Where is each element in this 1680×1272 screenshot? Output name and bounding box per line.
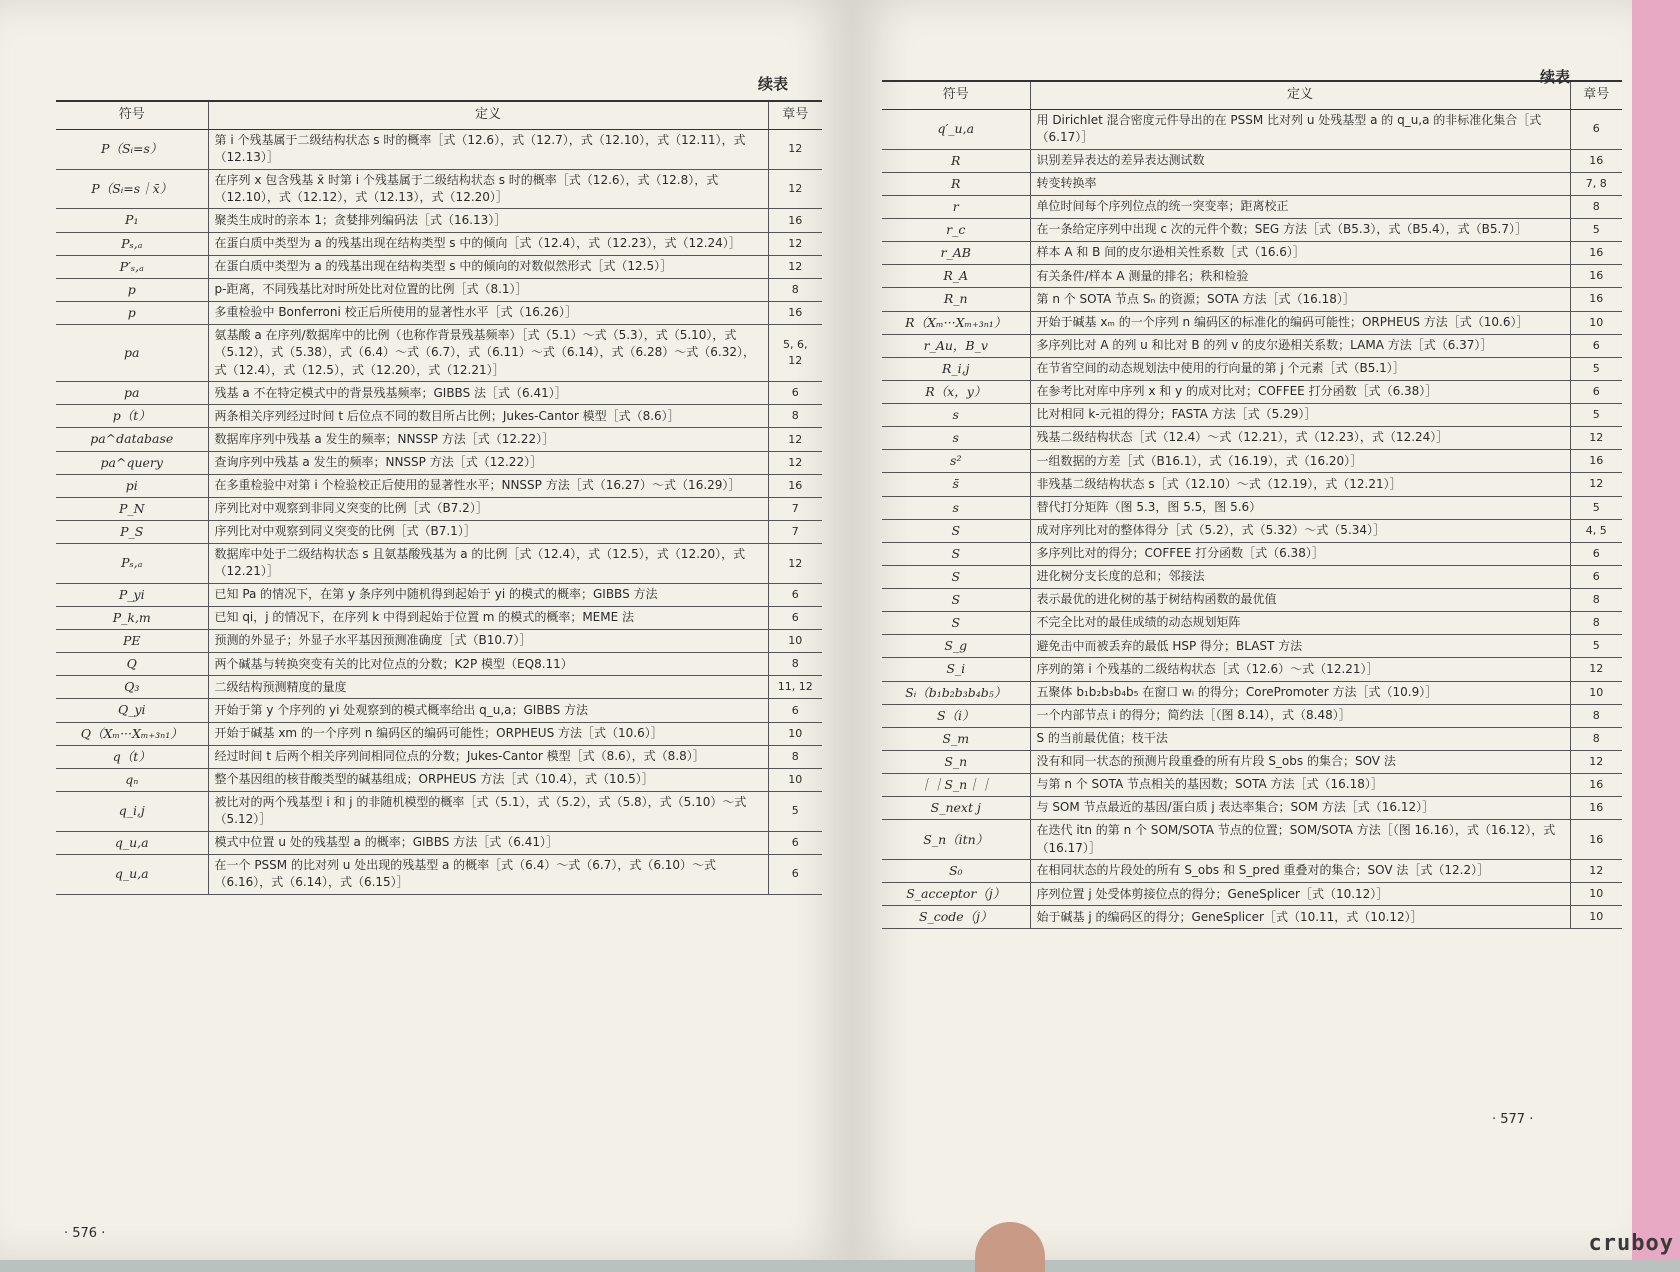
table-row bbox=[882, 172, 1622, 195]
table-row bbox=[56, 544, 822, 584]
row-chapter: 6 bbox=[768, 699, 822, 722]
table-row bbox=[882, 774, 1622, 797]
row-chapter: 6 bbox=[768, 606, 822, 629]
row-chapter: 16 bbox=[1570, 774, 1622, 797]
row-chapter: 5 bbox=[1570, 496, 1622, 519]
table-row bbox=[882, 496, 1622, 519]
row-symbol: P_S bbox=[56, 520, 208, 543]
table-row bbox=[882, 149, 1622, 172]
row-symbol: S_n（itn） bbox=[882, 820, 1030, 860]
row-definition: 单位时间每个序列位点的统一突变率；距离校正 bbox=[1030, 195, 1570, 218]
row-definition: 经过时间 t 后两个相关序列间相同位点的分数；Jukes-Cantor 模型［式（8.6），式（8.8）］ bbox=[208, 745, 768, 768]
table-row bbox=[882, 219, 1622, 242]
row-definition: 二级结构预测精度的量度 bbox=[208, 676, 768, 699]
table-row bbox=[56, 854, 822, 894]
row-symbol: Pₛ,ₐ bbox=[56, 544, 208, 584]
row-chapter: 6 bbox=[1570, 109, 1622, 149]
row-symbol: p bbox=[56, 301, 208, 324]
row-definition: 数据库中处于二级结构状态 s 且氨基酸残基为 a 的比例［式（12.4），式（12.5），式（12.20），式（12.21）］ bbox=[208, 544, 768, 584]
header-chapter: 章号 bbox=[1570, 81, 1622, 109]
row-definition: 第 i 个残基属于二级结构状态 s 时的概率［式（12.6），式（12.7），式（12.10），式（12.11），式（12.13）］ bbox=[208, 129, 768, 169]
table-row bbox=[882, 519, 1622, 542]
row-symbol: s² bbox=[882, 450, 1030, 473]
row-chapter: 8 bbox=[1570, 612, 1622, 635]
row-definition: 转变转换率 bbox=[1030, 172, 1570, 195]
row-symbol: Q（Xₘ···Xₘ₊₃ₙ₁） bbox=[56, 722, 208, 745]
row-definition: 整个基因组的核苷酸类型的碱基组成；ORPHEUS 方法［式（10.4），式（10.5）］ bbox=[208, 768, 768, 791]
row-chapter: 16 bbox=[768, 209, 822, 232]
background-fabric bbox=[1632, 0, 1680, 1260]
table-row bbox=[882, 427, 1622, 450]
row-symbol: R_n bbox=[882, 288, 1030, 311]
table-row bbox=[882, 860, 1622, 883]
row-symbol: P_yi bbox=[56, 583, 208, 606]
row-definition: 残基 a 不在特定模式中的背景残基频率；GIBBS 法［式（6.41）］ bbox=[208, 382, 768, 405]
right-page bbox=[852, 0, 1632, 1260]
row-chapter: 12 bbox=[768, 232, 822, 255]
table-row bbox=[882, 334, 1622, 357]
row-chapter: 16 bbox=[768, 474, 822, 497]
row-definition: 一个内部节点 i 的得分；简约法［（图 8.14），式（8.48）］ bbox=[1030, 704, 1570, 727]
row-chapter: 5 bbox=[1570, 219, 1622, 242]
row-definition: 没有和同一状态的预测片段重叠的所有片段 S_obs 的集合；SOV 法 bbox=[1030, 750, 1570, 773]
row-symbol: r_c bbox=[882, 219, 1030, 242]
table-row bbox=[882, 906, 1622, 929]
row-chapter: 12 bbox=[1570, 860, 1622, 883]
row-symbol: r_AB bbox=[882, 242, 1030, 265]
row-symbol: r_Au，B_v bbox=[882, 334, 1030, 357]
row-definition: 多序列比对 A 的列 u 和比对 B 的列 v 的皮尔逊相关系数；LAMA 方法［式（6.37）］ bbox=[1030, 334, 1570, 357]
row-definition: 聚类生成时的亲本 1；贪婪排列编码法［式（16.13）］ bbox=[208, 209, 768, 232]
row-chapter: 10 bbox=[768, 722, 822, 745]
row-chapter: 10 bbox=[1570, 311, 1622, 334]
row-chapter: 6 bbox=[1570, 542, 1622, 565]
header-chapter: 章号 bbox=[768, 101, 822, 129]
row-symbol: pi bbox=[56, 474, 208, 497]
table-row bbox=[882, 473, 1622, 496]
row-definition: 开始于第 y 个序列的 yi 处观察到的模式概率给出 q_u,a；GIBBS 方法 bbox=[208, 699, 768, 722]
row-symbol: s bbox=[882, 404, 1030, 427]
watermark: cruboy bbox=[1588, 1231, 1674, 1256]
row-symbol: pa^query bbox=[56, 451, 208, 474]
row-definition: 与 SOM 节点最近的基因/蛋白质 j 表达率集合；SOM 方法［式（16.12）］ bbox=[1030, 797, 1570, 820]
row-chapter: 12 bbox=[768, 544, 822, 584]
row-definition: 避免击中而被丢弃的最低 HSP 得分；BLAST 方法 bbox=[1030, 635, 1570, 658]
table-row bbox=[882, 357, 1622, 380]
table-row bbox=[56, 745, 822, 768]
row-chapter: 10 bbox=[1570, 681, 1622, 704]
row-definition: 已知 Pa 的情况下，在第 y 条序列中随机得到起始于 yi 的模式的概率；GIBBS 方法 bbox=[208, 583, 768, 606]
page-number: · 577 · bbox=[1492, 1112, 1534, 1127]
row-symbol: R_i,j bbox=[882, 357, 1030, 380]
row-chapter: 16 bbox=[1570, 797, 1622, 820]
row-definition: 已知 qi，j 的情况下，在序列 k 中得到起始于位置 m 的模式的概率；MEME 法 bbox=[208, 606, 768, 629]
row-definition: 替代打分矩阵（图 5.3，图 5.5，图 5.6） bbox=[1030, 496, 1570, 519]
row-chapter: 5 bbox=[1570, 357, 1622, 380]
row-chapter: 12 bbox=[768, 129, 822, 169]
row-symbol: R（Xₘ···Xₘ₊₃ₙ₁） bbox=[882, 311, 1030, 334]
table-row bbox=[56, 428, 822, 451]
row-symbol: S bbox=[882, 519, 1030, 542]
row-definition: 多重检验中 Bonferroni 校正后所使用的显著性水平［式（16.26）］ bbox=[208, 301, 768, 324]
row-definition: p-距离，不同残基比对时所处比对位置的比例［式（8.1）］ bbox=[208, 278, 768, 301]
row-symbol: S bbox=[882, 542, 1030, 565]
row-symbol: Pₛ,ₐ bbox=[56, 232, 208, 255]
row-chapter: 7, 8 bbox=[1570, 172, 1622, 195]
row-symbol: s bbox=[882, 496, 1030, 519]
row-symbol: R_A bbox=[882, 265, 1030, 288]
table-row bbox=[882, 288, 1622, 311]
row-symbol: S_code（j） bbox=[882, 906, 1030, 929]
row-symbol: S_n bbox=[882, 750, 1030, 773]
table-row bbox=[56, 520, 822, 543]
table-row bbox=[882, 727, 1622, 750]
row-symbol: P（Sᵢ=s｜x̄） bbox=[56, 169, 208, 209]
row-definition: 在节省空间的动态规划法中使用的行向量的第 j 个元素［式（B5.1）］ bbox=[1030, 357, 1570, 380]
row-chapter: 6 bbox=[1570, 334, 1622, 357]
table-row bbox=[882, 265, 1622, 288]
row-chapter: 12 bbox=[768, 169, 822, 209]
table-row bbox=[56, 768, 822, 791]
table-row bbox=[56, 405, 822, 428]
row-definition: 在蛋白质中类型为 a 的残基出现在结构类型 s 中的倾向的对数似然形式［式（12.5）］ bbox=[208, 255, 768, 278]
row-symbol: S₀ bbox=[882, 860, 1030, 883]
row-chapter: 6 bbox=[1570, 380, 1622, 403]
row-chapter: 8 bbox=[1570, 589, 1622, 612]
row-chapter: 5 bbox=[1570, 404, 1622, 427]
row-symbol: PE bbox=[56, 630, 208, 653]
symbol-table-left bbox=[56, 100, 822, 895]
row-definition: 在迭代 itn 的第 n 个 SOM/SOTA 节点的位置；SOM/SOTA 方法［（图 16.16），式（16.12），式（16.17）］ bbox=[1030, 820, 1570, 860]
table-row bbox=[882, 750, 1622, 773]
table-row bbox=[882, 797, 1622, 820]
row-symbol: q_i,j bbox=[56, 791, 208, 831]
row-chapter: 10 bbox=[1570, 906, 1622, 929]
row-symbol: R bbox=[882, 149, 1030, 172]
table-row bbox=[882, 704, 1622, 727]
row-chapter: 5 bbox=[768, 791, 822, 831]
row-definition: 数据库序列中残基 a 发生的频率；NNSSP 方法［式（12.22）］ bbox=[208, 428, 768, 451]
page-number: · 576 · bbox=[64, 1226, 106, 1241]
table-row bbox=[56, 169, 822, 209]
row-definition: 第 n 个 SOTA 节点 Sₙ 的资源；SOTA 方法［式（16.18）］ bbox=[1030, 288, 1570, 311]
row-symbol: S_i bbox=[882, 658, 1030, 681]
table-row bbox=[56, 831, 822, 854]
row-symbol: q′_u,a bbox=[882, 109, 1030, 149]
row-symbol: ｜｜S_n｜｜ bbox=[882, 774, 1030, 797]
row-symbol: S（i） bbox=[882, 704, 1030, 727]
row-symbol: S bbox=[882, 565, 1030, 588]
row-chapter: 16 bbox=[1570, 242, 1622, 265]
row-chapter: 16 bbox=[1570, 149, 1622, 172]
row-symbol: P′ₛ,ₐ bbox=[56, 255, 208, 278]
row-definition: 五聚体 b₁b₂b₃b₄b₅ 在窗口 wᵢ 的得分；CorePromoter 方法［式（10.9）］ bbox=[1030, 681, 1570, 704]
header-definition: 定义 bbox=[208, 101, 768, 129]
row-chapter: 6 bbox=[768, 831, 822, 854]
table-row bbox=[56, 325, 822, 382]
row-symbol: Q₃ bbox=[56, 676, 208, 699]
row-chapter: 7 bbox=[768, 497, 822, 520]
row-definition: S 的当前最优值；枝干法 bbox=[1030, 727, 1570, 750]
row-definition: 识别差异表达的差异表达测试数 bbox=[1030, 149, 1570, 172]
row-definition: 在蛋白质中类型为 a 的残基出现在结构类型 s 中的倾向［式（12.4），式（12.23），式（12.24）］ bbox=[208, 232, 768, 255]
row-chapter: 7 bbox=[768, 520, 822, 543]
row-chapter: 8 bbox=[1570, 704, 1622, 727]
row-definition: 进化树分支长度的总和；邻接法 bbox=[1030, 565, 1570, 588]
row-chapter: 6 bbox=[1570, 565, 1622, 588]
continued-label: 续表 bbox=[1540, 68, 1571, 86]
table-row bbox=[882, 404, 1622, 427]
row-definition: 两条相关序列经过时间 t 后位点不同的数目所占比例；Jukes-Cantor 模型［式（8.6）］ bbox=[208, 405, 768, 428]
row-definition: 不完全比对的最佳成绩的动态规划矩阵 bbox=[1030, 612, 1570, 635]
row-definition: 一组数据的方差［式（B16.1），式（16.19），式（16.20）］ bbox=[1030, 450, 1570, 473]
row-definition: 残基二级结构状态［式（12.4）～式（12.21），式（12.23），式（12.24）］ bbox=[1030, 427, 1570, 450]
row-definition: 在多重检验中对第 i 个检验校正后使用的显著性水平；NNSSP 方法［式（16.27）～式（16.29）］ bbox=[208, 474, 768, 497]
table-row bbox=[56, 583, 822, 606]
row-definition: 用 Dirichlet 混合密度元件导出的在 PSSM 比对列 u 处残基型 a 的 q_u,a 的非标准化集合［式（6.17）］ bbox=[1030, 109, 1570, 149]
row-chapter: 8 bbox=[768, 278, 822, 301]
row-symbol: pa bbox=[56, 382, 208, 405]
row-symbol: P₁ bbox=[56, 209, 208, 232]
row-symbol: s bbox=[882, 427, 1030, 450]
row-chapter: 16 bbox=[1570, 265, 1622, 288]
row-definition: 在相同状态的片段处的所有 S_obs 和 S_pred 重叠对的集合；SOV 法［式（12.2）］ bbox=[1030, 860, 1570, 883]
table-row bbox=[56, 255, 822, 278]
row-symbol: P（Sᵢ=s） bbox=[56, 129, 208, 169]
row-definition: 序列位置 j 处受体剪接位点的得分；GeneSplicer［式（10.12）］ bbox=[1030, 883, 1570, 906]
row-symbol: p（t） bbox=[56, 405, 208, 428]
table-row bbox=[56, 232, 822, 255]
row-chapter: 11, 12 bbox=[768, 676, 822, 699]
table-row bbox=[882, 635, 1622, 658]
row-symbol: s̄ bbox=[882, 473, 1030, 496]
table-row bbox=[882, 565, 1622, 588]
symbol-table-right bbox=[882, 80, 1622, 929]
row-chapter: 10 bbox=[768, 630, 822, 653]
row-symbol: r bbox=[882, 195, 1030, 218]
table-row bbox=[56, 676, 822, 699]
table-row bbox=[56, 791, 822, 831]
table-row bbox=[56, 301, 822, 324]
row-symbol: S_g bbox=[882, 635, 1030, 658]
table-row bbox=[882, 242, 1622, 265]
row-symbol: S_next j bbox=[882, 797, 1030, 820]
row-definition: 查询序列中残基 a 发生的频率；NNSSP 方法［式（12.22）］ bbox=[208, 451, 768, 474]
row-symbol: q_u,a bbox=[56, 831, 208, 854]
table-row bbox=[882, 589, 1622, 612]
table-row bbox=[56, 382, 822, 405]
row-symbol: P_N bbox=[56, 497, 208, 520]
table-row bbox=[56, 209, 822, 232]
row-definition: 序列比对中观察到非同义突变的比例［式（B7.2）］ bbox=[208, 497, 768, 520]
row-definition: 开始于碱基 xm 的一个序列 n 编码区的编码可能性；ORPHEUS 方法［式（10.6）］ bbox=[208, 722, 768, 745]
row-definition: 模式中位置 u 处的残基型 a 的概率；GIBBS 方法［式（6.41）］ bbox=[208, 831, 768, 854]
row-symbol: R（x，y） bbox=[882, 380, 1030, 403]
row-symbol: R bbox=[882, 172, 1030, 195]
row-definition: 在一个 PSSM 的比对列 u 处出现的残基型 a 的概率［式（6.4）～式（6.7），式（6.10）～式（6.16），式（6.14），式（6.15）］ bbox=[208, 854, 768, 894]
row-definition: 表示最优的进化树的基于树结构函数的最优值 bbox=[1030, 589, 1570, 612]
row-chapter: 8 bbox=[768, 405, 822, 428]
row-chapter: 8 bbox=[1570, 195, 1622, 218]
table-row bbox=[56, 451, 822, 474]
row-symbol: S bbox=[882, 589, 1030, 612]
row-chapter: 10 bbox=[1570, 883, 1622, 906]
table-row bbox=[882, 195, 1622, 218]
row-definition: 在参考比对库中序列 x 和 y 的成对比对；COFFEE 打分函数［式（6.38）］ bbox=[1030, 380, 1570, 403]
row-definition: 被比对的两个残基型 i 和 j 的非随机模型的概率［式（5.1），式（5.2），式（5.8），式（5.10）～式（5.12）］ bbox=[208, 791, 768, 831]
table-row bbox=[56, 129, 822, 169]
row-symbol: p bbox=[56, 278, 208, 301]
table-row bbox=[882, 612, 1622, 635]
row-definition: 在序列 x 包含残基 x̄ 时第 i 个残基属于二级结构状态 s 时的概率［式（12.6），式（12.8），式（12.10），式（12.12），式（12.13），式（12.20）］ bbox=[208, 169, 768, 209]
row-definition: 在一条给定序列中出现 c 次的元件个数；SEG 方法［式（B5.3），式（B5.4），式（B5.7）］ bbox=[1030, 219, 1570, 242]
row-symbol: q（t） bbox=[56, 745, 208, 768]
row-chapter: 12 bbox=[1570, 658, 1622, 681]
row-symbol: q_u,a bbox=[56, 854, 208, 894]
table-row bbox=[56, 606, 822, 629]
table-row bbox=[882, 883, 1622, 906]
header-symbol: 符号 bbox=[56, 101, 208, 129]
row-definition: 开始于碱基 xₘ 的一个序列 n 编码区的标准化的编码可能性；ORPHEUS 方法［式（10.6）］ bbox=[1030, 311, 1570, 334]
row-chapter: 16 bbox=[768, 301, 822, 324]
table-row bbox=[56, 278, 822, 301]
row-symbol: Sᵢ（b₁b₂b₃b₄b₅） bbox=[882, 681, 1030, 704]
table-row bbox=[56, 722, 822, 745]
row-symbol: P_k,m bbox=[56, 606, 208, 629]
row-definition: 样本 A 和 B 间的皮尔逊相关性系数［式（16.6）］ bbox=[1030, 242, 1570, 265]
row-symbol: Q_yi bbox=[56, 699, 208, 722]
table-row bbox=[882, 658, 1622, 681]
row-definition: 氨基酸 a 在序列/数据库中的比例（也称作背景残基频率）［式（5.1）～式（5.3），式（5.10），式（5.12），式（5.38），式（6.4）～式（6.7），式（6.11）～式（6.14），式（6.28）～式（6.32），式（12.4），式（12.5），式（12.20），式（12.21）］ bbox=[208, 325, 768, 382]
table-row bbox=[56, 653, 822, 676]
table-row bbox=[56, 474, 822, 497]
table-row bbox=[56, 630, 822, 653]
row-definition: 两个碱基与转换突变有关的比对位点的分数；K2P 模型（EQ8.11） bbox=[208, 653, 768, 676]
row-chapter: 16 bbox=[1570, 820, 1622, 860]
row-symbol: S bbox=[882, 612, 1030, 635]
row-definition: 预测的外显子；外显子水平基因预测准确度［式（B10.7）］ bbox=[208, 630, 768, 653]
row-definition: 多序列比对的得分；COFFEE 打分函数［式（6.38）］ bbox=[1030, 542, 1570, 565]
table-row bbox=[882, 109, 1622, 149]
table-row bbox=[882, 820, 1622, 860]
row-chapter: 12 bbox=[768, 428, 822, 451]
table-row bbox=[882, 311, 1622, 334]
row-chapter: 12 bbox=[1570, 750, 1622, 773]
row-chapter: 12 bbox=[1570, 427, 1622, 450]
row-symbol: S_acceptor（j） bbox=[882, 883, 1030, 906]
row-chapter: 16 bbox=[1570, 288, 1622, 311]
row-definition: 始于碱基 j 的编码区的得分；GeneSplicer［式（10.11，式（10.12）］ bbox=[1030, 906, 1570, 929]
row-chapter: 5, 6, 12 bbox=[768, 325, 822, 382]
row-chapter: 16 bbox=[1570, 450, 1622, 473]
row-symbol: qₙ bbox=[56, 768, 208, 791]
row-symbol: pa bbox=[56, 325, 208, 382]
row-chapter: 8 bbox=[768, 745, 822, 768]
header-definition: 定义 bbox=[1030, 81, 1570, 109]
row-chapter: 12 bbox=[1570, 473, 1622, 496]
row-definition: 比对相同 k-元祖的得分；FASTA 方法［式（5.29）］ bbox=[1030, 404, 1570, 427]
table-row bbox=[882, 380, 1622, 403]
row-chapter: 12 bbox=[768, 451, 822, 474]
header-symbol: 符号 bbox=[882, 81, 1030, 109]
row-chapter: 8 bbox=[1570, 727, 1622, 750]
row-symbol: Q bbox=[56, 653, 208, 676]
row-chapter: 6 bbox=[768, 382, 822, 405]
row-chapter: 6 bbox=[768, 854, 822, 894]
row-chapter: 10 bbox=[768, 768, 822, 791]
row-chapter: 8 bbox=[768, 653, 822, 676]
row-definition: 非残基二级结构状态 s［式（12.10）～式（12.19），式（12.21）］ bbox=[1030, 473, 1570, 496]
row-chapter: 5 bbox=[1570, 635, 1622, 658]
table-row bbox=[882, 450, 1622, 473]
continued-label: 续表 bbox=[758, 75, 789, 93]
row-definition: 序列的第 i 个残基的二级结构状态［式（12.6）～式（12.21）］ bbox=[1030, 658, 1570, 681]
row-definition: 成对序列比对的整体得分［式（5.2），式（5.32）～式（5.34）］ bbox=[1030, 519, 1570, 542]
row-chapter: 4, 5 bbox=[1570, 519, 1622, 542]
row-chapter: 12 bbox=[768, 255, 822, 278]
table-row bbox=[56, 497, 822, 520]
row-symbol: pa^database bbox=[56, 428, 208, 451]
table-row bbox=[56, 699, 822, 722]
row-chapter: 6 bbox=[768, 583, 822, 606]
table-row bbox=[882, 542, 1622, 565]
row-definition: 序列比对中观察到同义突变的比例［式（B7.1）］ bbox=[208, 520, 768, 543]
row-symbol: S_m bbox=[882, 727, 1030, 750]
row-definition: 与第 n 个 SOTA 节点相关的基因数；SOTA 方法［式（16.18）］ bbox=[1030, 774, 1570, 797]
row-definition: 有关条件/样本 A 测量的排名；秩和检验 bbox=[1030, 265, 1570, 288]
table-row bbox=[882, 681, 1622, 704]
